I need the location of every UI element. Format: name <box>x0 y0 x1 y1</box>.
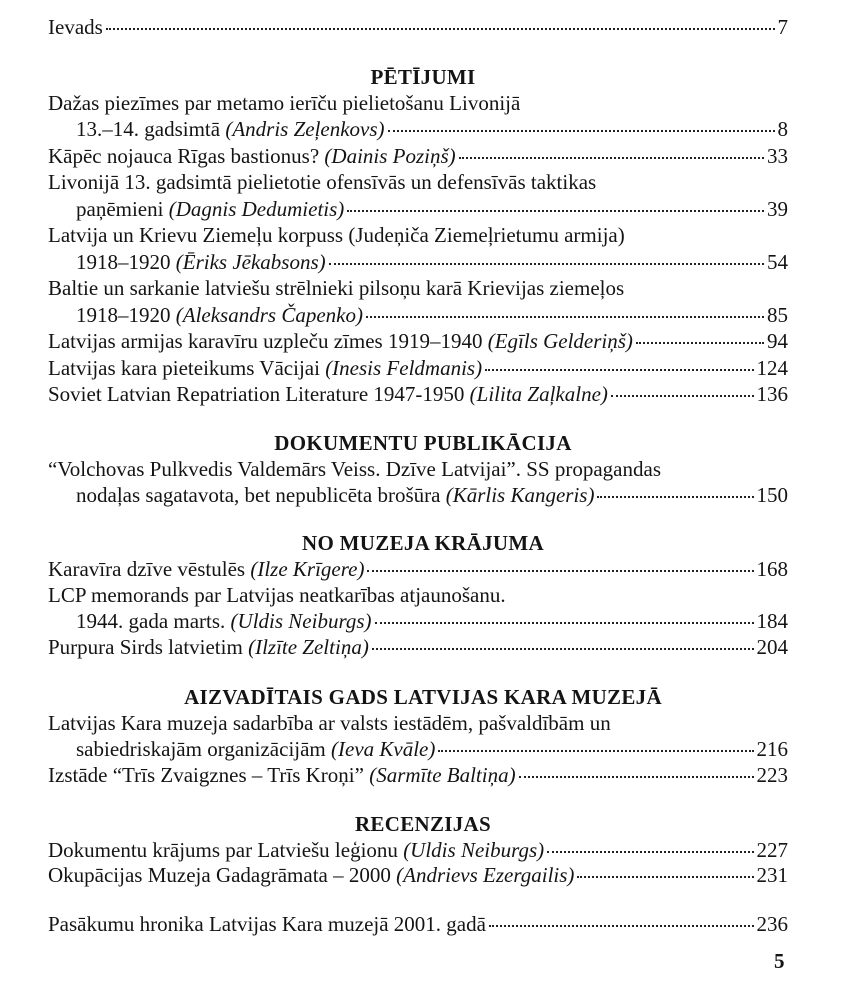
toc-entry <box>48 862 788 888</box>
dot-leader <box>519 776 754 778</box>
entry-author: (Ilze Krīgere) <box>250 557 365 581</box>
toc-entry <box>48 634 788 660</box>
page-ref: 223 <box>756 763 788 787</box>
toc-entry-chronicle <box>48 911 788 937</box>
entry-author: (Uldis Neiburgs) <box>230 609 372 633</box>
page-ref: 39 <box>767 197 788 221</box>
entry-title: Latvija un Krievu Ziemeļu korpuss (Judeņiča Ziemeļrietumu armija) <box>48 223 625 247</box>
entry-title: Ievads <box>48 15 103 39</box>
toc-entry-line <box>48 275 624 301</box>
entry-author: (Andrievs Ezergailis) <box>396 863 575 887</box>
page-ref: 136 <box>756 382 788 406</box>
entry-author: (Sarmīte Baltiņa) <box>369 763 516 787</box>
page-ref: 124 <box>756 356 788 380</box>
dot-leader <box>372 648 754 650</box>
entry-title: 1918–1920 <box>76 250 171 274</box>
toc-entry-intro <box>48 14 788 40</box>
page-ref: 54 <box>767 250 788 274</box>
entry-title: Pasākumu hronika Latvijas Kara muzejā 2001. gadā <box>48 912 486 936</box>
entry-author: (Ieva Kvāle) <box>331 737 436 761</box>
toc-entry <box>76 608 788 634</box>
toc-entry <box>48 556 788 582</box>
toc-entry <box>76 302 788 328</box>
entry-author: (Dainis Poziņš) <box>324 144 456 168</box>
page-ref: 204 <box>756 635 788 659</box>
dot-leader <box>597 496 753 498</box>
page-ref: 231 <box>756 863 788 887</box>
page-ref: 7 <box>777 15 788 39</box>
dot-leader <box>366 316 764 318</box>
page-ref: 216 <box>756 737 788 761</box>
page-ref: 227 <box>756 838 788 862</box>
toc-entry <box>48 837 788 863</box>
toc-entry <box>48 762 788 788</box>
entry-title: “Volchovas Pulkvedis Valdemārs Veiss. Dzīve Latvijai”. SS propagandas <box>48 457 661 481</box>
dot-leader <box>636 342 764 344</box>
page-ref: 184 <box>756 609 788 633</box>
page-ref: 150 <box>756 483 788 507</box>
dot-leader <box>489 925 754 927</box>
entry-title: nodaļas sagatavota, bet nepublicēta brošūra <box>76 483 441 507</box>
entry-title: 13.–14. gadsimtā <box>76 117 221 141</box>
toc-entry-line <box>48 222 625 248</box>
page-ref: 8 <box>777 117 788 141</box>
entry-title: Dokumentu krājums par Latviešu leģionu <box>48 838 398 862</box>
toc-entry <box>76 249 788 275</box>
toc-entry <box>48 381 788 407</box>
entry-title: Dažas piezīmes par metamo ierīču pielietošanu Livonijā <box>48 91 521 115</box>
entry-title: Kāpēc nojauca Rīgas bastionus? <box>48 144 320 168</box>
toc-entry <box>76 196 788 222</box>
section-heading-dokumentu: DOKUMENTU PUBLIKĀCIJA <box>274 431 572 455</box>
dot-leader <box>388 130 775 132</box>
toc-entry-line <box>48 582 506 608</box>
page-ref: 33 <box>767 144 788 168</box>
entry-title: paņēmieni <box>76 197 164 221</box>
entry-title: 1944. gada marts. <box>76 609 226 633</box>
entry-title: Karavīra dzīve vēstulēs <box>48 557 246 581</box>
page-number: 5 <box>774 949 785 973</box>
entry-author: (Lilita Zaļkalne) <box>469 382 608 406</box>
entry-title: LCP memorands par Latvijas neatkarības atjaunošanu. <box>48 583 506 607</box>
dot-leader <box>367 570 753 572</box>
entry-title: Soviet Latvian Repatriation Literature 1947-1950 <box>48 382 465 406</box>
dot-leader <box>438 750 753 752</box>
entry-author: (Inesis Feldmanis) <box>325 356 483 380</box>
dot-leader <box>329 263 764 265</box>
dot-leader <box>375 622 754 624</box>
entry-title: Purpura Sirds latvietim <box>48 635 243 659</box>
toc-entry-line <box>48 710 611 736</box>
entry-title: sabiedriskajām organizācijām <box>76 737 326 761</box>
dot-leader <box>485 369 753 371</box>
toc-entry <box>76 116 788 142</box>
entry-author: (Kārlis Kangeris) <box>445 483 595 507</box>
entry-title: Latvijas armijas karavīru uzpleču zīmes 1919–1940 <box>48 329 483 353</box>
entry-author: (Uldis Neiburgs) <box>403 838 545 862</box>
entry-author: (Egīls Gelderiņš) <box>487 329 633 353</box>
toc-entry-line <box>48 456 661 482</box>
dot-leader <box>347 210 764 212</box>
toc-entry-line <box>48 90 520 116</box>
toc-entry <box>48 328 788 354</box>
dot-leader <box>459 157 764 159</box>
entry-title: Livonijā 13. gadsimtā pielietotie ofensīvās un defensīvās taktikas <box>48 170 597 194</box>
section-heading-gads: AIZVADĪTAIS GADS LATVIJAS KARA MUZEJĀ <box>184 685 662 709</box>
entry-author: (Ēriks Jēkabsons) <box>175 250 326 274</box>
page-ref: 94 <box>767 329 788 353</box>
dot-leader <box>106 28 775 30</box>
dot-leader <box>577 876 753 878</box>
entry-author: (Dagnis Dedumietis) <box>168 197 345 221</box>
toc-entry <box>48 355 788 381</box>
section-heading-recenzijas: RECENZIJAS <box>354 812 492 836</box>
toc-entry-line <box>48 169 596 195</box>
toc-entry <box>76 736 788 762</box>
entry-title: Latvijas kara pieteikums Vācijai <box>48 356 320 380</box>
entry-title: Latvijas Kara muzeja sadarbība ar valsts iestādēm, pašvaldībām un <box>48 711 611 735</box>
entry-author: (Ilzīte Zeltiņa) <box>248 635 369 659</box>
section-heading-muzeja: NO MUZEJA KRĀJUMA <box>302 531 544 555</box>
page-ref: 236 <box>756 912 788 936</box>
entry-title: Okupācijas Muzeja Gadagrāmata – 2000 <box>48 863 391 887</box>
page-ref: 168 <box>756 557 788 581</box>
entry-author: (Aleksandrs Čapenko) <box>175 303 363 327</box>
entry-title: Izstāde “Trīs Zvaigznes – Trīs Kroņi” <box>48 763 364 787</box>
section-heading-petijumi: PĒTĪJUMI <box>370 65 476 89</box>
toc-entry <box>76 482 788 508</box>
dot-leader <box>611 395 754 397</box>
entry-title: Baltie un sarkanie latviešu strēlnieki pilsoņu karā Krievijas ziemeļos <box>48 276 625 300</box>
dot-leader <box>547 851 753 853</box>
toc-entry <box>48 143 788 169</box>
page-ref: 85 <box>767 303 788 327</box>
entry-author: (Andris Zeļenkovs) <box>225 117 385 141</box>
entry-title: 1918–1920 <box>76 303 171 327</box>
